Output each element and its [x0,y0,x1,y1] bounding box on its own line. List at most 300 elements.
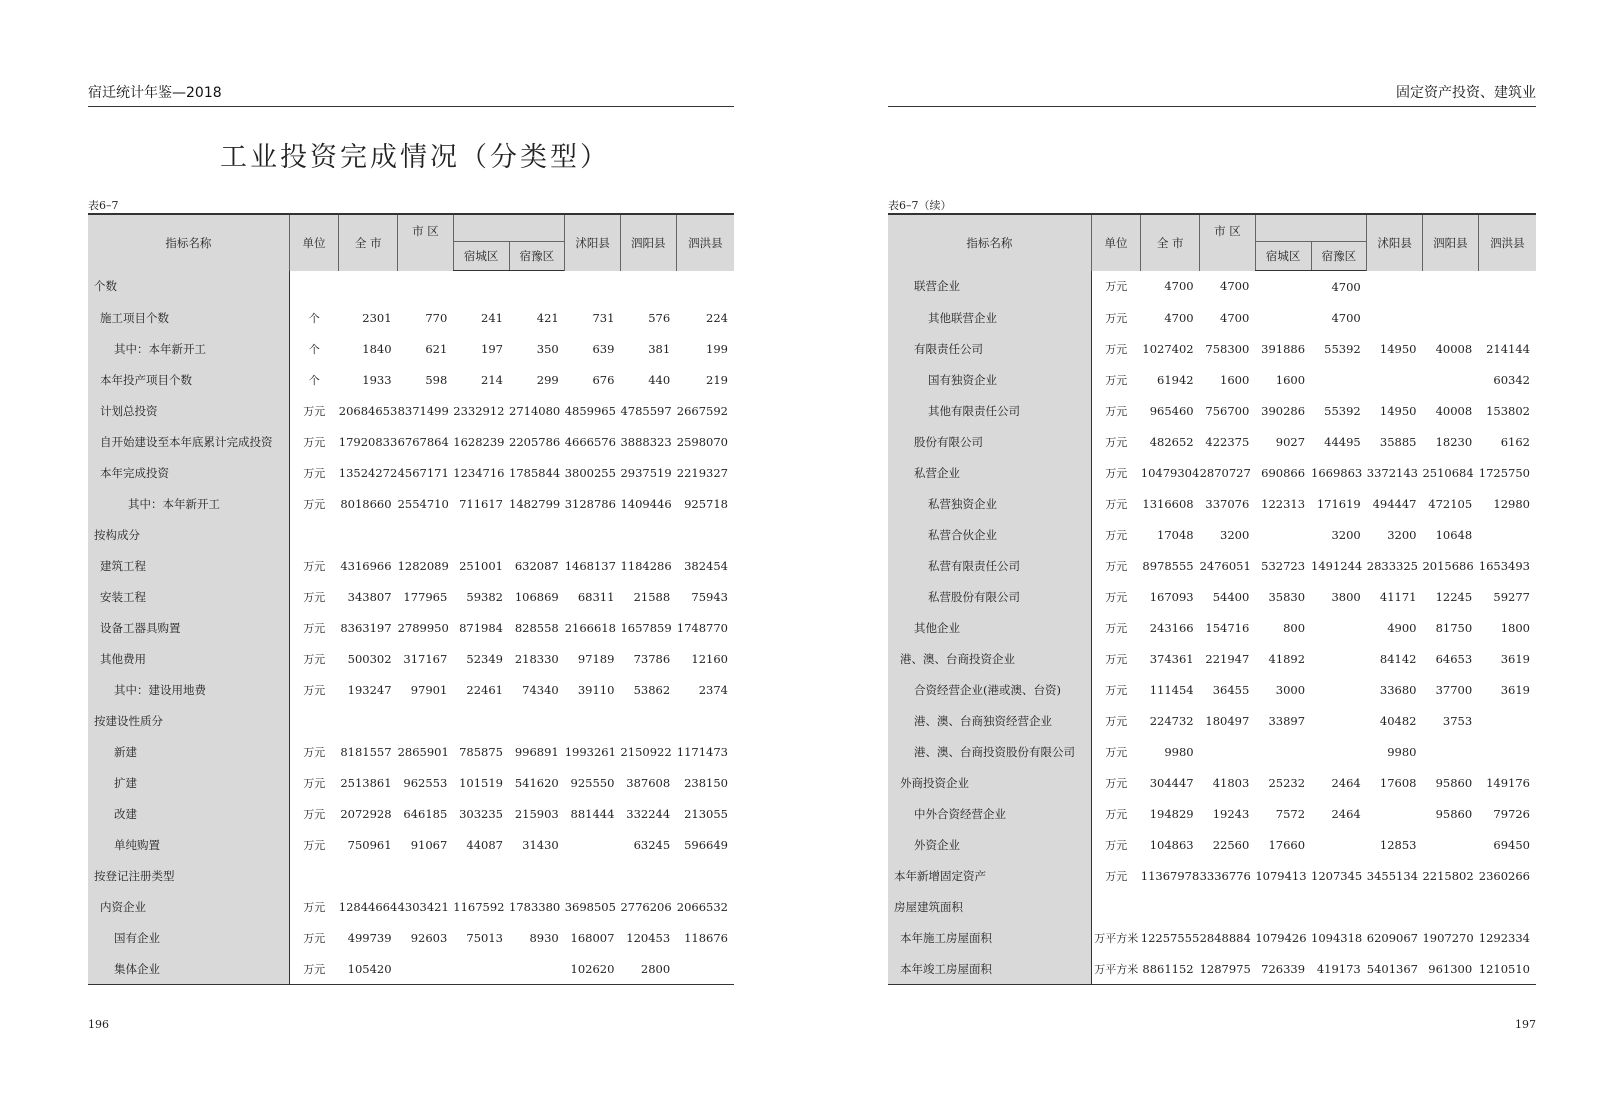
row-value: 1171473 [676,744,728,759]
table-row [888,519,1536,550]
row-value: 10648 [1435,527,1473,542]
row-value: 419173 [1311,953,1367,985]
row-value: 1210510 [1478,953,1536,985]
row-value [1255,891,1311,922]
row-value: 2301 [362,310,392,325]
chapter-title: 固定资产投资、建筑业 [1396,85,1536,101]
row-value: 1207345 [1311,868,1363,883]
row-indicator-name: 港、澳、台商投资股份有限公司 [888,736,1091,767]
row-value: 532723 [1261,558,1306,573]
header-shuyang: 沭阳县 [565,214,621,271]
row-value: 1184286 [620,558,672,573]
row-value: 303235 [459,806,503,821]
row-value: 2332912 [453,403,505,418]
row-value: 102620 [565,953,621,985]
row-value: 6767864 [397,434,449,449]
row-value: 632087 [514,558,559,573]
row-value [339,271,398,303]
row-value: 598 [425,372,448,387]
row-value: 2166618 [564,620,616,635]
running-head-left [88,82,734,107]
row-value: 17048 [1157,527,1194,542]
row-value [620,705,676,736]
row-value [398,519,454,550]
row-value [620,519,676,550]
row-value: 299 [536,372,559,387]
row-value: 4700 [1164,279,1194,294]
row-value: 44087 [466,837,503,852]
row-value: 171619 [1316,496,1361,511]
row-value: 40008 [1435,403,1473,418]
row-unit: 万元 [303,404,326,418]
row-value: 8181557 [340,744,392,759]
row-value: 422375 [1205,434,1250,449]
row-value: 2865901 [397,744,449,759]
row-value [1478,271,1536,303]
row-value: 6209067 [1366,930,1418,945]
row-value [509,953,565,985]
page-number-right: 197 [1515,1018,1536,1031]
row-value [339,519,398,550]
row-value [1367,271,1423,303]
row-value: 758300 [1205,341,1250,356]
row-value: 55392 [1324,403,1361,418]
table-row [888,333,1536,364]
row-value [1311,891,1367,922]
row-unit: 万元 [1105,838,1128,852]
row-value: 154716 [1205,620,1250,635]
row-value: 4567171 [397,465,449,480]
row-indicator-name: 本年竣工房屋面积 [888,953,1091,985]
row-value: 756700 [1205,403,1250,418]
row-unit: 万元 [303,807,326,821]
row-value: 1234716 [453,465,505,480]
row-value: 1669863 [1311,465,1363,480]
row-value: 4700 [1164,310,1194,325]
row-value [1311,674,1367,705]
row-value: 224 [706,310,728,325]
row-value: 1316608 [1142,496,1194,511]
row-value [509,519,565,550]
row-value [1422,829,1478,860]
table-row [888,953,1536,985]
row-value: 2464 [1331,775,1361,790]
header-siyang: 泗阳县 [620,214,676,271]
header-city: 全 市 [1141,214,1200,271]
row-indicator-name: 扩建 [88,767,289,798]
table-row [88,519,734,550]
row-value: 243166 [1149,620,1194,635]
row-value [339,705,398,736]
row-value: 35885 [1379,434,1417,449]
header-city: 全 市 [339,214,398,271]
row-value: 4700 [1220,310,1250,325]
row-value: 33680 [1379,682,1417,697]
row-value: 218330 [514,651,559,666]
table-body-left [88,271,734,985]
row-value: 925718 [684,496,728,511]
row-value: 69450 [1493,837,1530,852]
row-value [1478,705,1536,736]
row-value: 2776206 [620,899,672,914]
table-row [888,457,1536,488]
row-value [1422,302,1478,333]
row-value: 731 [592,310,615,325]
row-indicator-name: 其他有限责任公司 [888,395,1091,426]
row-value: 4666576 [564,434,616,449]
row-value: 17920833 [338,434,398,449]
row-unit: 万元 [303,621,326,635]
row-value: 646185 [403,806,448,821]
row-value: 332244 [626,806,671,821]
row-value: 122313 [1261,496,1306,511]
row-value: 63245 [633,837,671,852]
table-row [888,488,1536,519]
row-indicator-name: 国有独资企业 [888,364,1091,395]
row-value: 2205786 [509,434,561,449]
row-value: 770 [425,310,448,325]
row-value [565,271,621,303]
table-row [88,674,734,705]
row-value: 12844664 [338,899,398,914]
table-row [88,333,734,364]
row-value [1311,829,1367,860]
row-value: 690866 [1261,465,1306,480]
row-value: 14950 [1379,403,1417,418]
row-value [565,829,621,860]
row-value: 3200 [1331,527,1361,542]
row-value: 1748770 [676,620,728,635]
row-value [1367,891,1423,922]
row-indicator-name: 私营合伙企业 [888,519,1091,550]
row-value: 711617 [459,496,503,511]
row-value [1422,736,1478,767]
row-value: 350 [536,341,559,356]
row-value: 2848884 [1199,930,1251,945]
row-value: 1600 [1220,372,1250,387]
row-value: 52349 [466,651,503,666]
table-row [888,674,1536,705]
table-body-right [888,271,1536,985]
table-row [888,891,1536,922]
row-value: 17608 [1379,775,1417,790]
header-urban-group [453,214,564,242]
row-value: 3128786 [564,496,616,511]
row-value: 167093 [1149,589,1194,604]
row-value: 1785844 [509,465,561,480]
row-indicator-name: 施工项目个数 [88,302,289,333]
row-value: 75943 [691,589,728,604]
row-value: 9980 [1387,744,1417,759]
row-value [1478,891,1536,922]
row-value: 197 [481,341,503,356]
row-value: 224732 [1149,713,1194,728]
row-value [1367,364,1423,395]
row-unit: 万元 [303,745,326,759]
row-value: 12980 [1493,496,1530,511]
row-value [1478,302,1536,333]
table-row [88,271,734,303]
row-unit: 万元 [1105,342,1128,356]
table-row [88,364,734,395]
row-unit: 万元 [303,683,326,697]
row-unit: 万元 [1105,559,1128,573]
row-indicator-name: 按构成分 [88,519,289,550]
yearbook-title: 宿迁统计年鉴—2018 [88,85,222,101]
row-value [509,860,565,891]
row-value [1478,736,1536,767]
row-unit: 万元 [1105,807,1128,821]
row-value: 2066532 [676,899,728,914]
row-value: 317167 [403,651,448,666]
table-row [88,891,734,922]
row-value [1422,271,1478,303]
row-indicator-name: 安装工程 [88,581,289,612]
row-value [676,519,734,550]
row-unit: 个 [308,311,320,325]
header-urban: 市 区 [1200,214,1256,271]
row-value [453,860,509,891]
running-head-right [888,82,1536,107]
table-row [88,457,734,488]
header-suyu: 宿豫区 [1311,242,1367,271]
row-value: 1993261 [564,744,616,759]
row-indicator-name: 国有企业 [88,922,289,953]
table-row [88,829,734,860]
row-indicator-name: 外资企业 [888,829,1091,860]
row-unit: 万元 [303,931,326,945]
row-indicator-name: 私营企业 [888,457,1091,488]
row-unit: 万元 [1105,621,1128,635]
row-value: 1840 [362,341,392,356]
row-value [453,519,509,550]
table-row [888,860,1536,891]
table-row [88,581,734,612]
row-value: 381 [648,341,671,356]
row-value [565,860,621,891]
row-value: 74340 [522,682,559,697]
row-value: 4303421 [397,899,449,914]
row-value: 440 [648,372,671,387]
row-value: 3800255 [564,465,616,480]
row-unit [289,519,339,550]
row-unit: 万元 [1105,404,1128,418]
row-value: 2374 [698,682,728,697]
row-value [676,271,734,303]
row-indicator-name: 新建 [88,736,289,767]
row-value [398,860,454,891]
row-indicator-name: 有限责任公司 [888,333,1091,364]
row-unit [289,271,339,303]
row-value: 44495 [1324,434,1361,449]
row-value: 97189 [577,651,615,666]
row-value: 4900 [1387,620,1417,635]
row-value: 499739 [347,930,392,945]
row-value: 55392 [1324,341,1361,356]
row-indicator-name: 其他企业 [888,612,1091,643]
row-value: 3372143 [1366,465,1418,480]
page-title: 工业投资完成情况（分类型） [220,142,610,173]
row-value [453,271,509,303]
row-value: 961300 [1422,953,1478,985]
row-value: 22560 [1212,837,1250,852]
row-value: 149176 [1486,775,1530,790]
row-value: 996891 [514,744,559,759]
table-row [888,736,1536,767]
row-value: 41171 [1379,589,1417,604]
row-indicator-name: 本年完成投资 [88,457,289,488]
row-value: 482652 [1149,434,1194,449]
table-row [888,767,1536,798]
table-row [888,581,1536,612]
table-row [88,395,734,426]
row-value: 3619 [1500,682,1530,697]
row-value: 750961 [347,837,392,852]
row-value: 1933 [362,372,392,387]
row-value: 965460 [1149,403,1194,418]
row-value [1367,798,1423,829]
row-indicator-name: 外商投资企业 [888,767,1091,798]
table-row [88,612,734,643]
row-indicator-name: 个数 [88,271,289,303]
row-unit: 万平方米 [1094,931,1139,945]
row-value: 374361 [1149,651,1194,666]
row-value: 3000 [1275,682,1306,697]
row-unit: 个 [308,342,320,356]
header-sihong: 泗洪县 [1478,214,1536,271]
row-value [1255,519,1311,550]
row-value [1478,519,1536,550]
row-value: 120453 [626,930,671,945]
left-page [88,0,734,1099]
row-value: 2598070 [676,434,728,449]
row-value: 1725750 [1478,465,1530,480]
row-indicator-name: 按登记注册类型 [88,860,289,891]
row-value: 97901 [410,682,448,697]
row-unit: 万元 [303,900,326,914]
row-indicator-name: 按建设性质分 [88,705,289,736]
row-value: 20684653 [338,403,398,418]
row-value: 12160 [691,651,728,666]
row-indicator-name: 本年投产项目个数 [88,364,289,395]
row-value: 421 [536,310,559,325]
row-unit: 万元 [1105,869,1128,883]
table-row [888,705,1536,736]
row-value: 81750 [1435,620,1473,635]
row-value: 541620 [514,775,559,790]
row-indicator-name: 集体企业 [88,953,289,985]
row-unit: 万元 [1105,311,1128,325]
row-value: 390286 [1261,403,1306,418]
table-row [888,829,1536,860]
row-value: 105420 [339,953,398,985]
row-value: 391886 [1261,341,1306,356]
row-value: 8861152 [1141,953,1200,985]
row-value: 494447 [1372,496,1417,511]
header-urban-group [1255,214,1366,242]
row-value: 576 [648,310,671,325]
row-value: 1628239 [453,434,505,449]
row-value: 41803 [1212,775,1250,790]
row-value: 676 [592,372,615,387]
row-value: 1079426 [1255,930,1307,945]
row-indicator-name: 本年新增固定资产 [888,860,1091,891]
row-value: 53862 [633,682,671,697]
row-value [453,953,509,985]
row-value [1255,736,1311,767]
header-sihong: 泗洪县 [676,214,734,271]
row-value: 68311 [577,589,615,604]
table-row [888,550,1536,581]
row-value: 2072928 [340,806,392,821]
row-value [1422,364,1478,395]
table-row [88,302,734,333]
row-value: 4700 [1220,279,1250,294]
row-indicator-name: 其他费用 [88,643,289,674]
row-indicator-name: 港、澳、台商投资企业 [888,643,1091,674]
row-value: 925550 [570,775,615,790]
row-value: 1468137 [564,558,616,573]
row-value: 39110 [577,682,615,697]
row-unit: 万元 [1105,435,1128,449]
table-row [88,643,734,674]
right-page [888,0,1536,1099]
row-value: 213055 [684,806,728,821]
row-value: 2870727 [1199,465,1251,480]
row-value: 500302 [347,651,392,666]
row-value: 7572 [1275,806,1306,821]
row-value: 2015686 [1422,558,1474,573]
row-value: 1491244 [1311,558,1363,573]
row-value: 60342 [1493,372,1530,387]
row-value: 64653 [1435,651,1473,666]
row-value: 40482 [1379,713,1417,728]
row-value: 111454 [1149,682,1194,697]
header-suchen: 宿城区 [453,242,509,271]
row-value: 621 [425,341,448,356]
row-value: 1292334 [1478,930,1530,945]
row-value: 828558 [514,620,559,635]
row-value: 40008 [1435,341,1473,356]
row-value: 3200 [1220,527,1250,542]
row-value: 75013 [466,930,503,945]
row-value [565,705,621,736]
row-value: 221947 [1205,651,1250,666]
row-value: 1907270 [1422,930,1474,945]
table-number: 表6–7 [88,199,119,212]
row-unit: 万元 [1105,466,1128,480]
row-value: 219 [706,372,728,387]
row-value: 1657859 [620,620,672,635]
row-indicator-name: 其中：建设用地费 [88,674,289,705]
row-value: 596649 [684,837,728,852]
row-value: 387608 [626,775,671,790]
row-value: 193247 [347,682,392,697]
row-value: 41892 [1268,651,1306,666]
row-value: 1800 [1500,620,1530,635]
row-unit: 万元 [303,466,326,480]
row-value: 11367978 [1140,868,1200,883]
row-value: 800 [1283,620,1306,635]
row-value: 1167592 [453,899,505,914]
row-indicator-name: 私营独资企业 [888,488,1091,519]
row-value: 5401367 [1367,953,1423,985]
row-unit: 万平方米 [1091,953,1141,985]
row-unit: 个 [308,373,320,387]
row-value: 2215802 [1422,868,1474,883]
table-row [88,798,734,829]
table-row [88,953,734,985]
